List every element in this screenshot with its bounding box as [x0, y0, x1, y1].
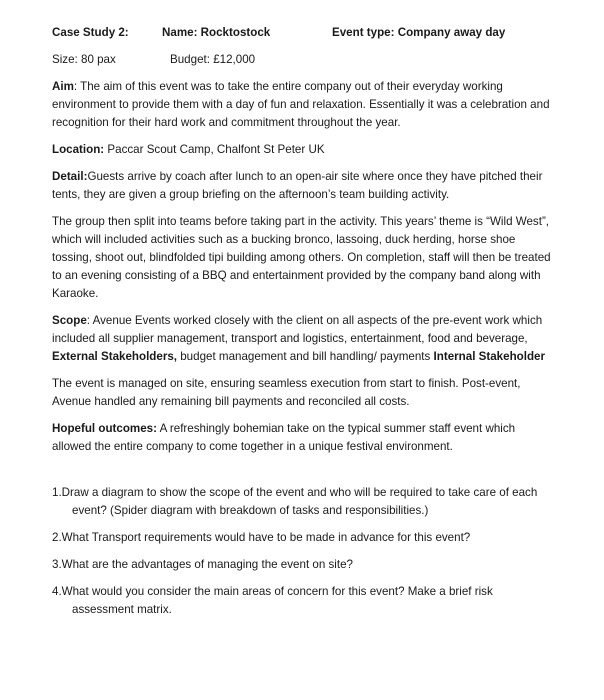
- question-3: 3.What are the advantages of managing the event on site?: [52, 558, 353, 571]
- aim-text: : The aim of this event was to take the entire company out of their everyday working environment to provide them with a day of fun and relaxation. Essentially it was a celebration and recognition for their hard work and commitment throughout the year.: [52, 80, 550, 129]
- detail-label: Detail:: [52, 170, 88, 183]
- aim-paragraph: [52, 78, 552, 132]
- scope-text-2: budget management and bill handling/ payments: [177, 350, 434, 363]
- case-study-label: Case Study 2:: [52, 26, 129, 39]
- location-label: Location:: [52, 143, 105, 156]
- scope-internal-stakeholder: Internal Stakeholder: [433, 350, 546, 363]
- outcomes-label: Hopeful outcomes:: [52, 422, 157, 435]
- detail-paragraph: [52, 168, 552, 204]
- questions-list: [52, 484, 552, 619]
- managed-paragraph: The event is managed on site, ensuring seamless execution from start to finish. Post-event, Avenue handled any remaining bill payments and reconciled all costs.: [52, 377, 521, 408]
- size-value: Size: 80 pax: [52, 53, 116, 66]
- group-paragraph: The group then split into teams before taking part in the activity. This years’ theme is “Wild West”, which will included activities such as a bucking bronco, lassoing, duck herding, horse shoe tossing, shoot out, blindfolded tipi building among others. On completion, staff will then be treated to an evening consisting of a BBQ and entertainment provided by the company band along with Karaoke.: [52, 215, 551, 300]
- size-budget-row: [52, 51, 552, 69]
- outcomes-paragraph: [52, 420, 552, 456]
- event-name: Name: Rocktostock: [162, 26, 271, 39]
- scope-paragraph: [52, 312, 552, 366]
- question-2: 2.What Transport requirements would have to be made in advance for this event?: [52, 531, 471, 544]
- detail-text: Guests arrive by coach after lunch to an open-air site where once they have pitched their tents, they are given a group briefing on the afternoon’s team building activity.: [52, 170, 543, 201]
- outcomes-text: A refreshingly bohemian take on the typical summer staff event which allowed the entire company to come together in a unique festival environment.: [52, 422, 516, 453]
- header-row: [52, 24, 552, 42]
- question-1: 1.Draw a diagram to show the scope of the event and who will be required to take care of each event? (Spider diagram with breakdown of tasks and responsibilities.): [52, 486, 538, 517]
- scope-label: Scope: [52, 314, 87, 327]
- location-paragraph: [52, 141, 552, 159]
- location-text: Paccar Scout Camp, Chalfont St Peter UK: [104, 143, 325, 156]
- scope-external-stakeholders: External Stakeholders,: [52, 350, 178, 363]
- event-type: Event type: Company away day: [332, 26, 506, 39]
- budget-value: Budget: £12,000: [170, 53, 256, 66]
- scope-text-1: : Avenue Events worked closely with the client on all aspects of the pre-event work which included all supplier management, transport and logistics, entertainment, food and beverage,: [52, 314, 543, 345]
- aim-label: Aim: [52, 80, 74, 93]
- question-4: 4.What would you consider the main areas of concern for this event? Make a brief risk assessment matrix.: [52, 585, 493, 616]
